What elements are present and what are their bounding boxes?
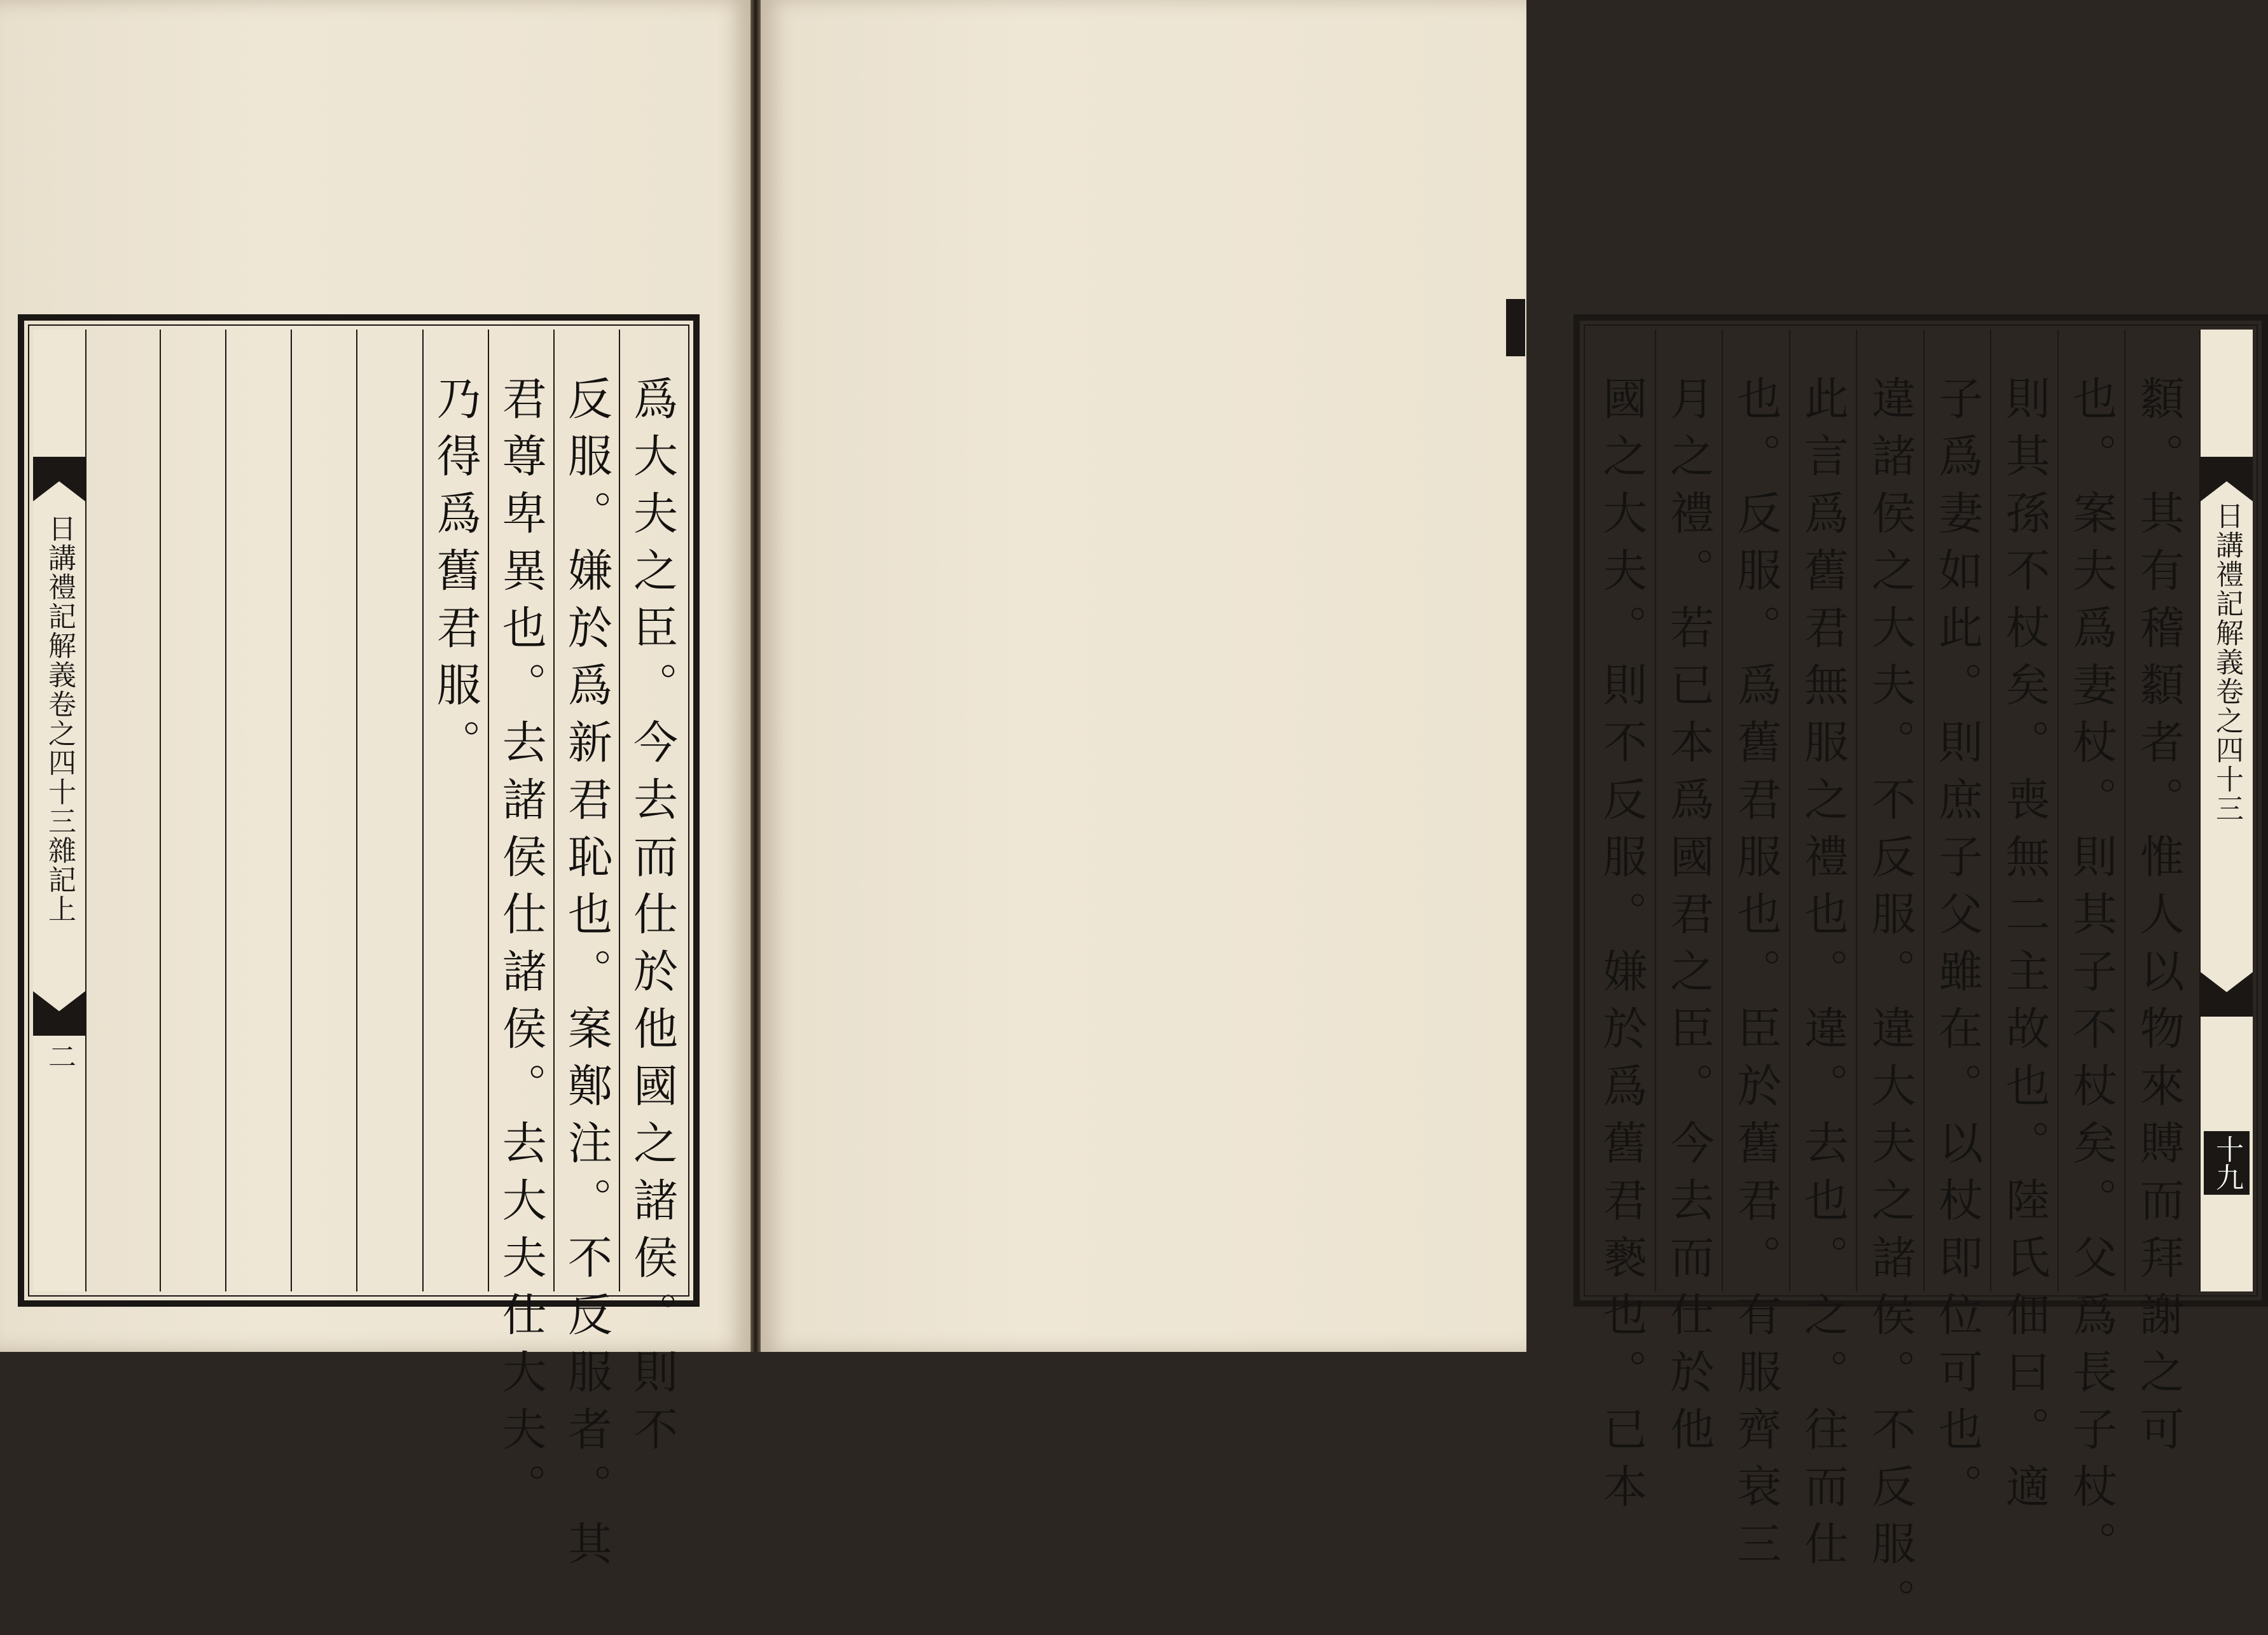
column-text: 乃得爲舊君服。 [429, 375, 482, 776]
text-column [1589, 330, 1655, 1520]
left-page [0, 0, 750, 1578]
column-text: 國之大夫。則不反服。嫌於爲舊君褻也。已本 [1595, 375, 1648, 1520]
banner-title: 日講禮記解義卷之四十三 [2211, 501, 2243, 823]
book-gutter [750, 0, 761, 1352]
banner-title: 日講禮記解義卷之四十三雜記上 [43, 514, 76, 924]
right-page-frame [1573, 314, 2268, 1635]
empty-column [225, 330, 291, 1291]
column-text: 子爲妻如此。則庶子父雖在。以杖即位可也。 [1931, 375, 1984, 1520]
page-edge-mark [1506, 299, 1525, 356]
column-text: 也。案夫爲妻杖。則其子不杖矣。父爲長子杖。 [2065, 375, 2118, 1578]
fishtail-ornament [2201, 972, 2253, 1017]
left-fold-banner [33, 330, 86, 1291]
column-text: 此言爲舊君無服之禮也。違。去也。之。往而仕 [1797, 375, 1850, 1578]
empty-column [160, 330, 225, 1291]
column-text: 纇。其有稽纇者。惟人以物來賻而拜謝之可 [2133, 375, 2185, 1463]
column-text: 也。反服。爲舊君服也。臣於舊君。有服齊衰三 [1729, 375, 1782, 1578]
text-column [1722, 330, 1789, 1578]
text-column [488, 330, 553, 1520]
column-text: 月之禮。若已本爲國君之臣。今去而仕於他 [1663, 375, 1715, 1463]
text-column [1655, 330, 1722, 1463]
fishtail-ornament [2201, 457, 2253, 501]
column-text: 則其孫不杖矣。喪無二主故也。陸氏佃曰。適 [1998, 375, 2051, 1520]
text-column [619, 330, 684, 1463]
page-number: 二 [43, 1042, 76, 1070]
column-text: 反服。嫌於爲新君恥也。案鄭注。不反服者。其 [560, 375, 613, 1578]
left-text-columns [95, 330, 684, 1578]
text-column [1789, 330, 1857, 1578]
right-fold-banner [2199, 330, 2253, 1291]
right-text-columns [1589, 330, 2192, 1635]
fishtail-ornament [33, 457, 85, 501]
text-column [422, 330, 488, 1291]
text-column [553, 330, 619, 1578]
fishtail-ornament [33, 991, 85, 1036]
text-column [1990, 330, 2057, 1520]
text-column [2057, 330, 2125, 1578]
left-page-frame [18, 314, 700, 1578]
page-number: 十九 [2201, 1131, 2253, 1195]
text-column [1856, 330, 1923, 1635]
text-column [1923, 330, 1991, 1520]
column-text: 爲大夫之臣。今去而仕於他國之諸侯。則不 [626, 375, 679, 1463]
right-page [761, 0, 2243, 1635]
text-column [2124, 330, 2192, 1463]
empty-column [291, 330, 356, 1291]
empty-column [95, 330, 160, 1291]
empty-column [356, 330, 422, 1291]
column-text: 違諸侯之大夫。不反服。違大夫之諸侯。不反服。 [1863, 375, 1916, 1635]
column-text: 君尊卑異也。去諸侯仕諸侯。去大夫仕大夫。 [495, 375, 548, 1520]
